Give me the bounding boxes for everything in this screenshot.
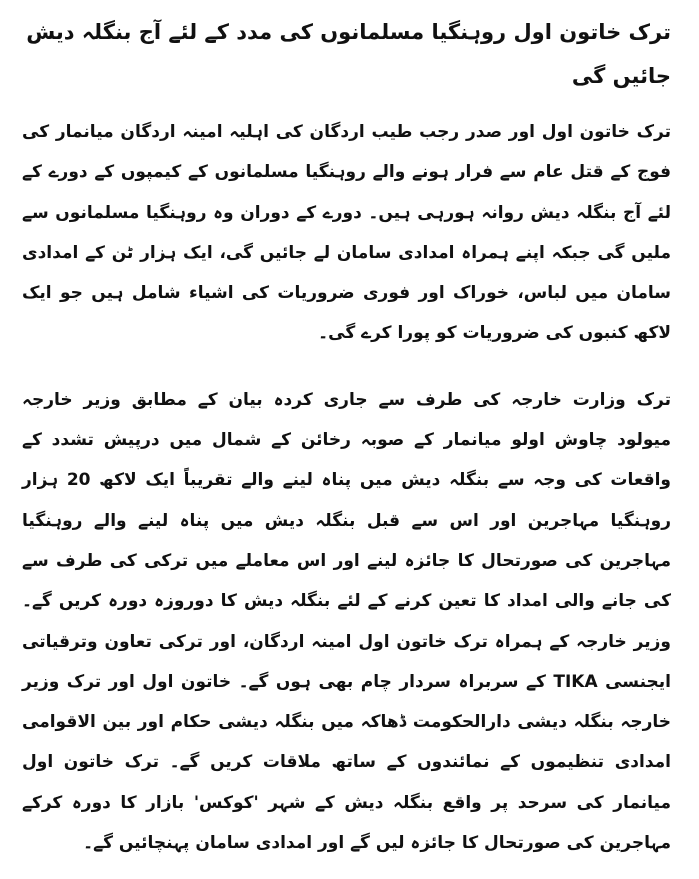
article-paragraph-1: ترک خاتون اول اور صدر رجب طیب اردگان کی اہلیہ امینہ اردگان میانمار کی فوج کے قتل عام سے فرار ہونے والے روہنگیا مسلمانوں کے کیمپوں کے دورے کے لئے آج بنگلہ دیش روانہ ہورہی ہیں۔ دورے کے دوران وہ روہنگیا مسلمانوں سے ملیں گی جبکہ اپنے ہمراہ امدادی سامان لے جائیں گی، ایک ہزار ٹن کے امدادی سامان میں لباس، خوراک اور فوری ضروریات کی اشیاء شامل ہیں جو ایک لاکھ کنبوں کی ضروریات کو پورا کرے گی۔ xyxy=(22,122,671,344)
article-headline: ترک خاتون اول روہنگیا مسلمانوں کی مدد کے لئے آج بنگلہ دیش جائیں گی xyxy=(26,20,671,88)
article-paragraph-2: ترک وزارت خارجہ کی طرف سے جاری کردہ بیان کے مطابق وزیر خارجہ میولود چاوش اولو میانمار کے صوبہ رخائن کے شمال میں درپیش تشدد کے واقعات کی وجہ سے بنگلہ دیش میں پناہ لینے والے تقریباً ایک لاکھ 20 ہزار روہنگیا مہاجرین اور اس سے قبل بنگلہ دیش میں پناہ لینے والے روہنگیا مہاجرین کی صورتحال کا جائزہ لینے اور اس معاملے میں ترکی کی طرف سے کی جانے والی امداد کا تعین کرنے کے لئے بنگلہ دیش کا دوروزہ دورہ کریں گے۔ وزیر خارجہ کے ہمراہ ترک خاتون اول امینہ اردگان، اور ترکی تعاون وترقیاتی ایجنسی TIKA کے سربراہ سردار چام بھی ہوں گے۔ خاتون اول اور ترک وزیر خارجہ بنگلہ دیشی دارالحکومت ڈھاکہ میں بنگلہ دیشی حکام اور بین الاقوامی امدادی تنظیموں کے نمائندوں کے ساتھ ملاقات کریں گے۔ ترک خاتون اول میانمار کی سرحد پر واقع بنگلہ دیش کے شہر 'کوکس' بازار کا دورہ کرکے مہاجرین کی صورتحال کا جائزہ لیں گے اور امدادی سامان پہنچائیں گے۔ xyxy=(22,389,671,854)
